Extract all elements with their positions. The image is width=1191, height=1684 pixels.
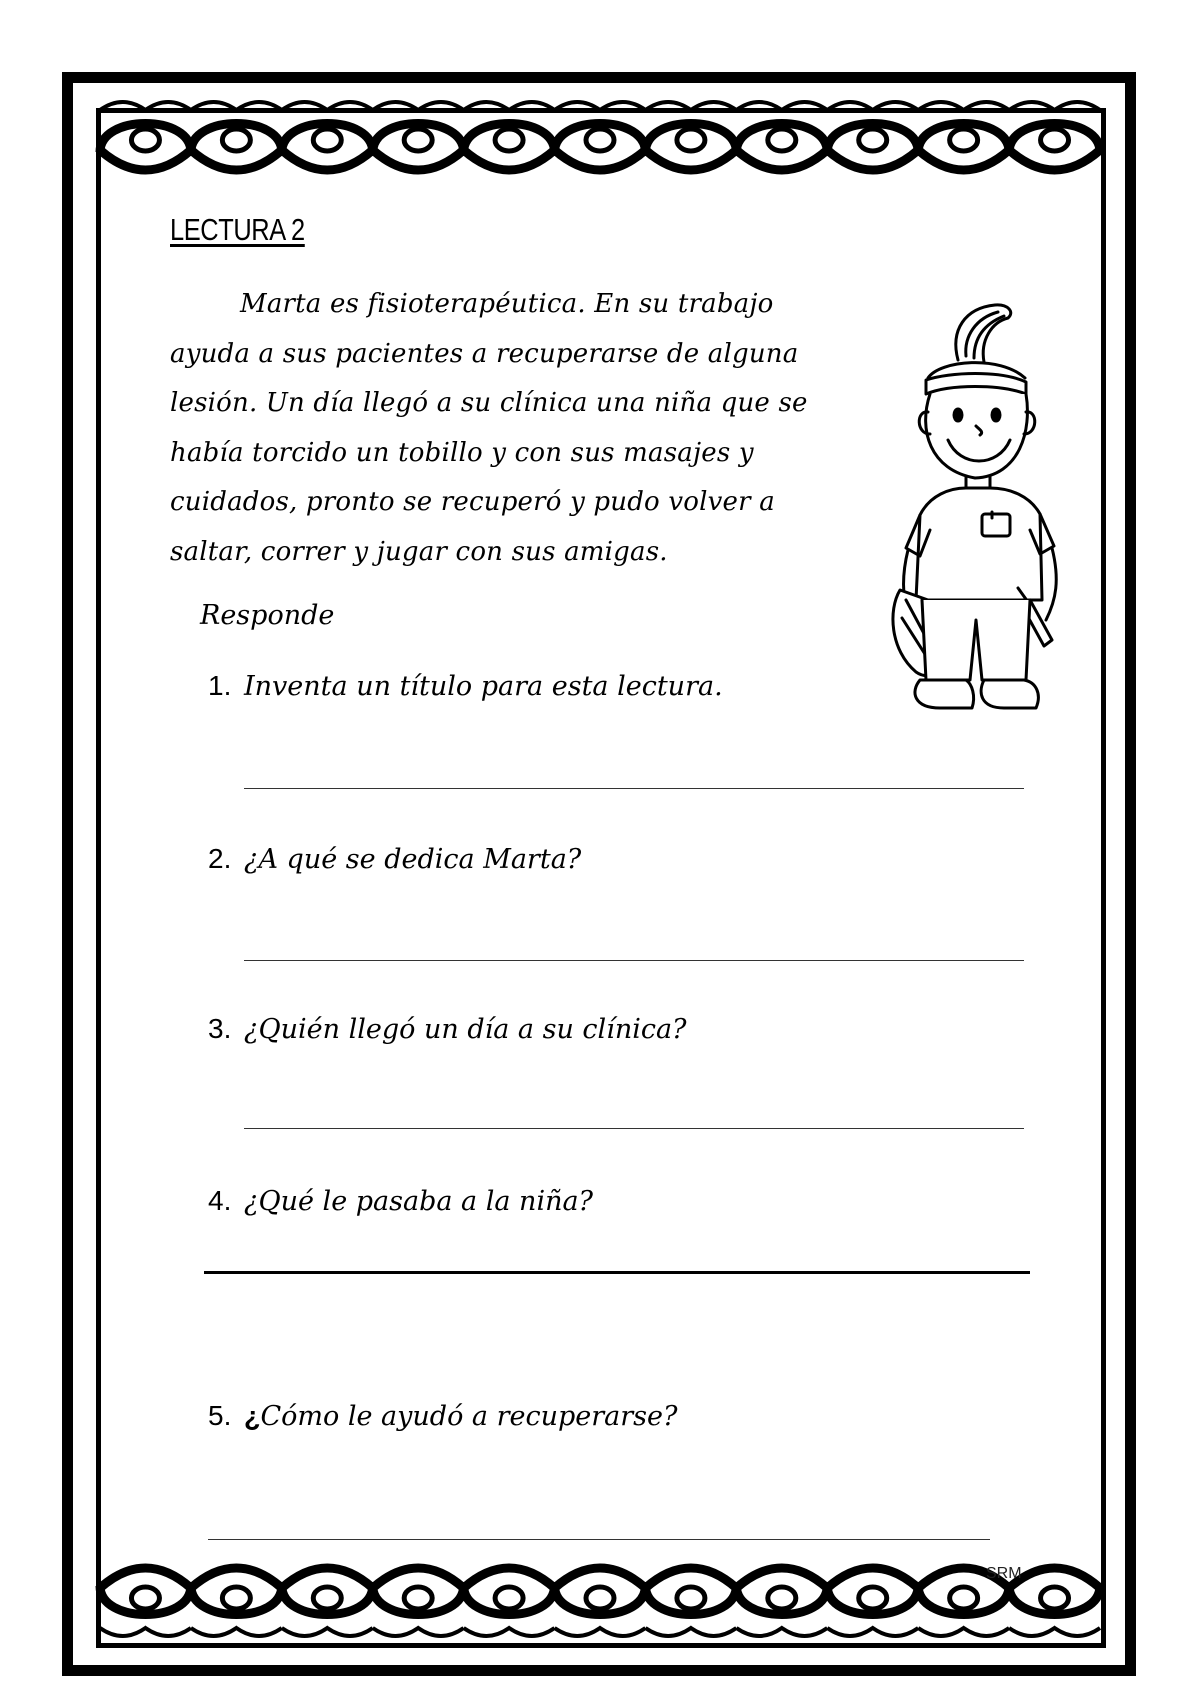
bottom-scallop-border — [100, 1568, 1100, 1636]
question-4 — [208, 1185, 593, 1217]
scallop-small — [191, 1628, 282, 1636]
scallop-small — [555, 102, 646, 110]
scallop-small — [827, 1628, 918, 1636]
scallop-oval — [404, 1587, 432, 1609]
scallop-oval — [859, 129, 887, 151]
boy-with-bag-icon — [880, 300, 1070, 715]
scallop-oval — [1041, 1587, 1069, 1609]
question-number: 4. — [208, 1185, 232, 1216]
scallop-oval — [950, 1587, 978, 1609]
scallop-oval — [495, 1587, 523, 1609]
answer-line-5[interactable] — [208, 1539, 990, 1540]
question-number: 2. — [208, 843, 232, 874]
scallop-oval — [768, 1587, 796, 1609]
scallop-oval — [586, 129, 614, 151]
scallop-oval — [222, 129, 250, 151]
reading-passage — [170, 280, 860, 577]
scallop-oval — [677, 1587, 705, 1609]
scallop-small — [191, 102, 282, 110]
scallop-oval — [950, 129, 978, 151]
scallop-small — [736, 102, 827, 110]
scallop-small — [464, 102, 555, 110]
question-5 — [208, 1400, 677, 1432]
question-1 — [208, 670, 723, 702]
scallop-small — [464, 1628, 555, 1636]
scallop-small — [1009, 102, 1100, 110]
scallop-oval — [131, 129, 159, 151]
question-number: 3. — [208, 1013, 232, 1044]
scallop-small — [1009, 1628, 1100, 1636]
question-2 — [208, 843, 581, 875]
scallop-oval — [404, 129, 432, 151]
scallop-small — [918, 1628, 1009, 1636]
responde-label: Responde — [200, 600, 335, 631]
question-text: ¿Quién llegó un día a su clínica? — [244, 1014, 687, 1045]
scallop-small — [736, 1628, 827, 1636]
scallop-small — [827, 102, 918, 110]
scallop-small — [282, 102, 373, 110]
answer-line-3[interactable] — [244, 1128, 1024, 1129]
scallop-oval — [586, 1587, 614, 1609]
question-text: ¿A qué se dedica Marta? — [244, 844, 582, 875]
scallop-oval — [677, 129, 705, 151]
scallop-small — [373, 102, 464, 110]
answer-line-1[interactable] — [244, 788, 1024, 789]
answer-line-2[interactable] — [244, 960, 1024, 961]
scallop-oval — [495, 129, 523, 151]
question-text: Cómo le ayudó a recuperarse? — [260, 1401, 678, 1432]
scallop-oval — [313, 129, 341, 151]
scallop-small — [282, 1628, 373, 1636]
question-text: Inventa un título para esta lectura. — [244, 671, 723, 702]
scallop-small — [645, 102, 736, 110]
scallop-oval — [222, 1587, 250, 1609]
scallop-small — [100, 1628, 191, 1636]
question-3 — [208, 1013, 687, 1045]
scallop-oval — [768, 129, 796, 151]
scallop-small — [918, 102, 1009, 110]
top-scallop-border — [100, 102, 1100, 170]
scallop-oval — [131, 1587, 159, 1609]
reading-text: Marta es fisioterapéutica. En su trabajo ayuda a sus pacientes a recuperarse de alguna lesión. Un día llegó a su clínica una niña que se había torcido un tobillo y con sus masajes y cuidados, pronto se recuperó y pudo volver a saltar, correr y jugar con sus amigas. — [170, 289, 808, 567]
question-number: 1. — [208, 670, 232, 701]
page-title: LECTURA 2 — [170, 212, 305, 247]
scallop-small — [100, 102, 191, 110]
answer-line-4[interactable] — [204, 1271, 1030, 1274]
signature: SRM — [986, 1565, 1022, 1582]
question-open-mark: ¿ — [244, 1401, 261, 1431]
question-text: ¿Qué le pasaba a la niña? — [244, 1186, 594, 1217]
scallop-small — [373, 1628, 464, 1636]
scallop-oval — [313, 1587, 341, 1609]
scallop-small — [645, 1628, 736, 1636]
scallop-oval — [859, 1587, 887, 1609]
scallop-oval — [1041, 129, 1069, 151]
scallop-small — [555, 1628, 646, 1636]
question-number: 5. — [208, 1400, 232, 1431]
